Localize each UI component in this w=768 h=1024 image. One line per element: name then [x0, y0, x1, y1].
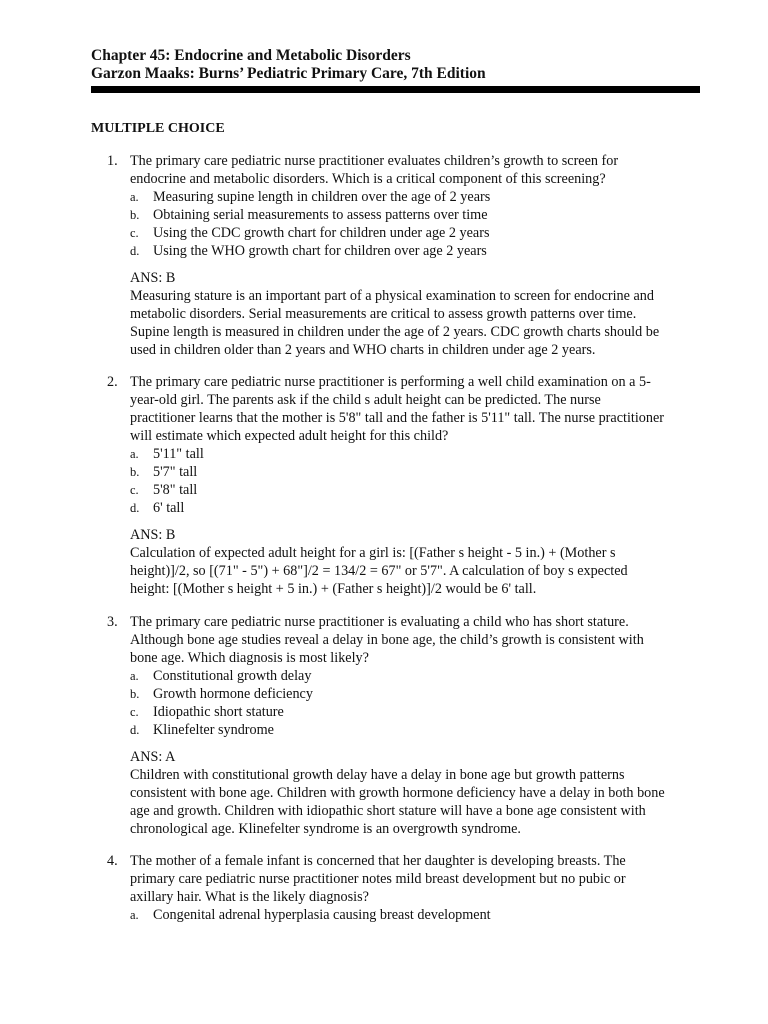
rationale-line: Measuring stature is an important part of a physical examination to screen for endocrine and: [130, 288, 654, 304]
document-header: [91, 47, 701, 83]
question-stem: [130, 852, 703, 906]
answer-key: ANS: B: [130, 270, 176, 286]
option-d: [130, 499, 703, 517]
book-title: Garzon Maaks: Burns’ Pediatric Primary Care, 7th Edition: [91, 65, 486, 82]
rationale: [130, 544, 703, 598]
rationale-line: metabolic disorders. Serial measurements are critical to assess growth patterns over time.: [130, 306, 637, 322]
option-letter: b.: [130, 465, 140, 479]
rationale: [130, 287, 703, 359]
rationale-line: consistent with bone age. Children with growth hormone deficiency have a delay in both bone: [130, 785, 665, 801]
question-stem: [130, 613, 703, 667]
option-text: Using the CDC growth chart for children under age 2 years: [153, 225, 490, 241]
option-text: Obtaining serial measurements to assess patterns over time: [153, 207, 488, 223]
option-text: Klinefelter syndrome: [153, 722, 274, 738]
answer-options: [130, 445, 703, 517]
option-letter: c.: [130, 705, 139, 719]
option-a: [130, 188, 703, 206]
question-3: [91, 613, 703, 838]
question-1: [91, 152, 703, 359]
option-letter: c.: [130, 226, 139, 240]
question-2: [91, 373, 703, 598]
option-text: Measuring supine length in children over the age of 2 years: [153, 189, 491, 205]
option-letter: d.: [130, 244, 140, 258]
stem-line: The primary care pediatric nurse practitioner is performing a well child examination on a 5-: [130, 374, 651, 390]
section-title: MULTIPLE CHOICE: [91, 121, 225, 136]
option-text: 5'8" tall: [153, 482, 198, 498]
option-a: [130, 445, 703, 463]
question-number: 3.: [107, 614, 118, 630]
rationale: [130, 766, 703, 838]
answer-block: [130, 748, 703, 838]
answer-options: [130, 667, 703, 739]
option-text: 6' tall: [153, 500, 185, 516]
stem-line: axillary hair. What is the likely diagnosis?: [130, 889, 369, 905]
rationale-line: Children with constitutional growth delay have a delay in bone age but growth patterns: [130, 767, 625, 783]
option-letter: a.: [130, 908, 139, 922]
option-letter: a.: [130, 669, 139, 683]
option-b: [130, 206, 703, 224]
stem-line: Although bone age studies reveal a delay in bone age, the child’s growth is consistent with: [130, 632, 644, 648]
stem-line: The mother of a female infant is concerned that her daughter is developing breasts. The: [130, 853, 626, 869]
rationale-line: age and growth. Children with idiopathic short stature will have a bone age consistent with: [130, 803, 646, 819]
rationale-line: height: [(Mother s height + 5 in.) + (Father s height)]/2 would be 6' tall.: [130, 581, 537, 597]
option-a: [130, 906, 703, 924]
option-c: [130, 703, 703, 721]
rationale-line: used in children older than 2 years and WHO charts in children under age 2 years.: [130, 342, 596, 358]
option-text: Congenital adrenal hyperplasia causing breast development: [153, 907, 491, 923]
answer-block: [130, 269, 703, 359]
option-c: [130, 481, 703, 499]
question-4: [91, 852, 703, 924]
option-letter: a.: [130, 447, 139, 461]
option-b: [130, 685, 703, 703]
option-b: [130, 463, 703, 481]
answer-block: [130, 526, 703, 598]
question-number: 4.: [107, 853, 118, 869]
stem-line: The primary care pediatric nurse practitioner evaluates children’s growth to screen for: [130, 153, 619, 169]
option-d: [130, 721, 703, 739]
option-text: 5'11" tall: [153, 446, 204, 462]
stem-line: bone age. Which diagnosis is most likely?: [130, 650, 369, 666]
answer-key: ANS: B: [130, 527, 176, 543]
answer-options: [130, 188, 703, 260]
stem-line: primary care pediatric nurse practitioner notes mild breast development but no pubic or: [130, 871, 626, 887]
question-stem: [130, 373, 703, 445]
stem-line: year-old girl. The parents ask if the child s adult height can be predicted. The nurse: [130, 392, 601, 408]
answer-key: ANS: A: [130, 749, 176, 765]
rationale-line: chronological age. Klinefelter syndrome is an overgrowth syndrome.: [130, 821, 521, 837]
option-letter: d.: [130, 501, 140, 515]
stem-line: practitioner learns that the mother is 5'8" tall and the father is 5'11" tall. The nurse practitioner: [130, 410, 664, 426]
option-text: Constitutional growth delay: [153, 668, 312, 684]
option-text: Using the WHO growth chart for children over age 2 years: [153, 243, 487, 259]
option-letter: a.: [130, 190, 139, 204]
option-letter: c.: [130, 483, 139, 497]
stem-line: The primary care pediatric nurse practitioner is evaluating a child who has short stature.: [130, 614, 629, 630]
option-text: Growth hormone deficiency: [153, 686, 313, 702]
rationale-line: Calculation of expected adult height for a girl is: [(Father s height - 5 in.) + (Mother s: [130, 545, 616, 561]
rationale-line: height)]/2, so [(71" - 5") + 68"]/2 = 134/2 = 67" or 5'7". A calculation of boy s expected: [130, 563, 628, 579]
question-number: 1.: [107, 153, 118, 169]
option-letter: b.: [130, 208, 140, 222]
option-letter: b.: [130, 687, 140, 701]
stem-line: endocrine and metabolic disorders. Which is a critical component of this screening?: [130, 171, 606, 187]
option-text: Idiopathic short stature: [153, 704, 284, 720]
option-d: [130, 242, 703, 260]
answer-options: [130, 906, 703, 924]
chapter-title: Chapter 45: Endocrine and Metabolic Disorders: [91, 47, 411, 64]
option-c: [130, 224, 703, 242]
option-letter: d.: [130, 723, 140, 737]
question-stem: [130, 152, 703, 188]
rationale-line: Supine length is measured in children under the age of 2 years. CDC growth charts should be: [130, 324, 660, 340]
option-a: [130, 667, 703, 685]
stem-line: will estimate which expected adult height for this child?: [130, 428, 449, 444]
option-text: 5'7" tall: [153, 464, 198, 480]
header-rule: [91, 86, 700, 93]
question-number: 2.: [107, 374, 118, 390]
